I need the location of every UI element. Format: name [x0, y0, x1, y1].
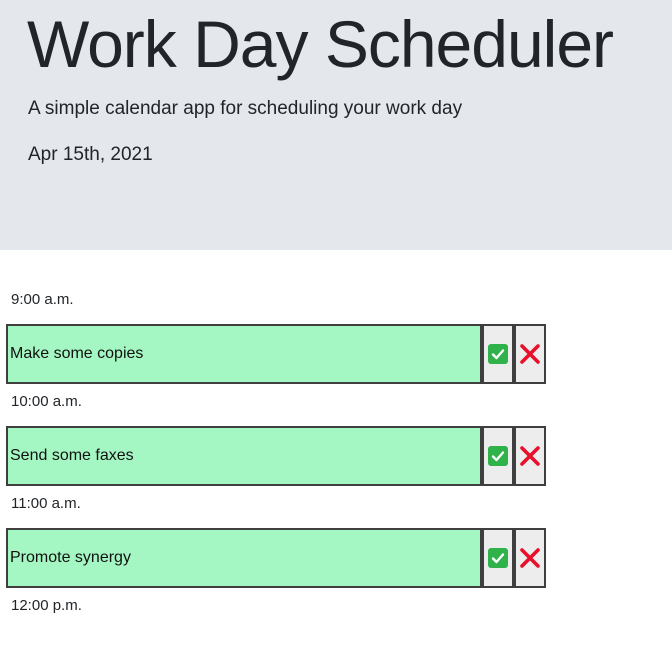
- hour-label: 12:00 p.m.: [11, 597, 82, 614]
- time-block: [0, 556, 672, 658]
- time-block: [0, 250, 672, 352]
- current-date: Apr 15th, 2021: [28, 144, 153, 165]
- hour-label: 9:00 a.m.: [11, 291, 74, 308]
- hour-label: 10:00 a.m.: [11, 393, 82, 410]
- schedule-container: [0, 250, 672, 614]
- page-title: Work Day Scheduler: [27, 7, 614, 81]
- page-subtitle: A simple calendar app for scheduling your work day: [28, 98, 463, 119]
- time-block: [0, 352, 672, 454]
- hour-label: 11:00 a.m.: [11, 495, 81, 512]
- time-block: [0, 454, 672, 556]
- header-jumbotron: [0, 0, 672, 250]
